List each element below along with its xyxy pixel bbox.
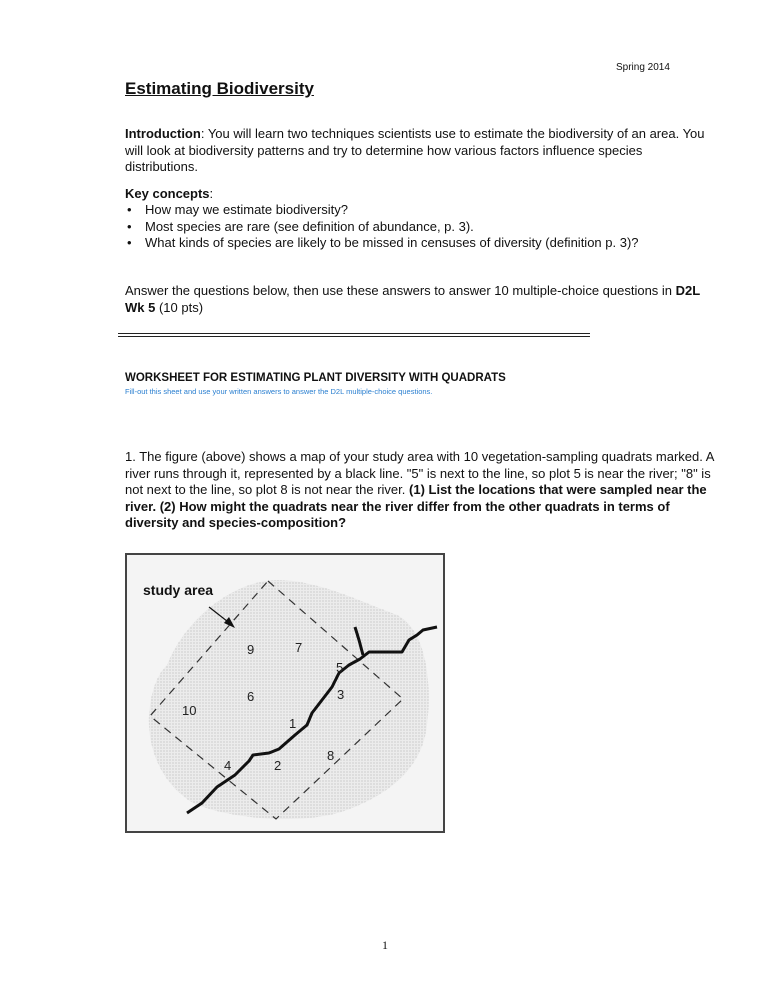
worksheet-title: WORKSHEET FOR ESTIMATING PLANT DIVERSITY WITH QUADRATS xyxy=(125,372,506,384)
quadrat-label-1: 1 xyxy=(289,716,297,731)
document-date: Spring 2014 xyxy=(616,62,670,73)
key-concepts-list xyxy=(125,202,639,252)
quadrat-label-9: 9 xyxy=(247,642,255,657)
key-concepts-heading: Key concepts: xyxy=(125,186,214,201)
quadrat-label-8: 8 xyxy=(327,748,335,763)
quadrat-label-10: 10 xyxy=(182,703,197,718)
study-area-map xyxy=(127,555,443,831)
quadrat-label-5: 5 xyxy=(336,660,344,675)
stippled-region xyxy=(149,580,429,819)
quadrat-label-3: 3 xyxy=(337,687,345,702)
quadrat-label-7: 7 xyxy=(295,640,303,655)
quadrat-label-4: 4 xyxy=(224,758,232,773)
double-rule-divider xyxy=(118,333,590,337)
question-1: 1. The figure (above) shows a map of your study area with 10 vegetation-sampling quadrats marked. A river runs through it, represented by a black line. "5" is next to the line, so plot 5 is near the river; "8" is not next to the line, so plot 8 is not near the river. (1) List the locations that were sampled near the river. (2) How might the quadrats near the river differ from the other quadrats in terms of diversity and species-composition? xyxy=(125,449,714,530)
list-item: • What kinds of species are likely to be missed in censuses of diversity (definition p. 3)? xyxy=(127,235,639,250)
list-item: • Most species are rare (see definition of abundance, p. 3). xyxy=(127,218,474,234)
list-item: • How may we estimate biodiversity? xyxy=(127,202,349,217)
introduction-label: Introduction xyxy=(125,126,201,141)
quadrat-label-6: 6 xyxy=(247,689,255,704)
introduction-text: : You will learn two techniques scientists use to estimate the biodiversity of an area. You will look at biodiversity patterns and try to determine how various factors influence species distributions. xyxy=(125,126,705,174)
bullet-icon: • xyxy=(127,235,132,250)
bullet-icon: • xyxy=(127,202,132,217)
study-area-label: study area xyxy=(143,582,214,598)
study-area-map-figure xyxy=(125,553,445,833)
page-title: Estimating Biodiversity xyxy=(125,79,314,98)
page-number: 1 xyxy=(382,938,388,952)
quadrat-label-2: 2 xyxy=(274,758,282,773)
introduction-paragraph xyxy=(125,126,715,176)
bullet-icon: • xyxy=(127,218,132,234)
worksheet-subtitle: Fill-out this sheet and use your written answers to answer the D2L multiple-choice questions. xyxy=(125,387,433,396)
answer-instructions: Answer the questions below, then use these answers to answer 10 multiple-choice questions in D2L Wk 5 (10 pts) xyxy=(125,283,700,315)
